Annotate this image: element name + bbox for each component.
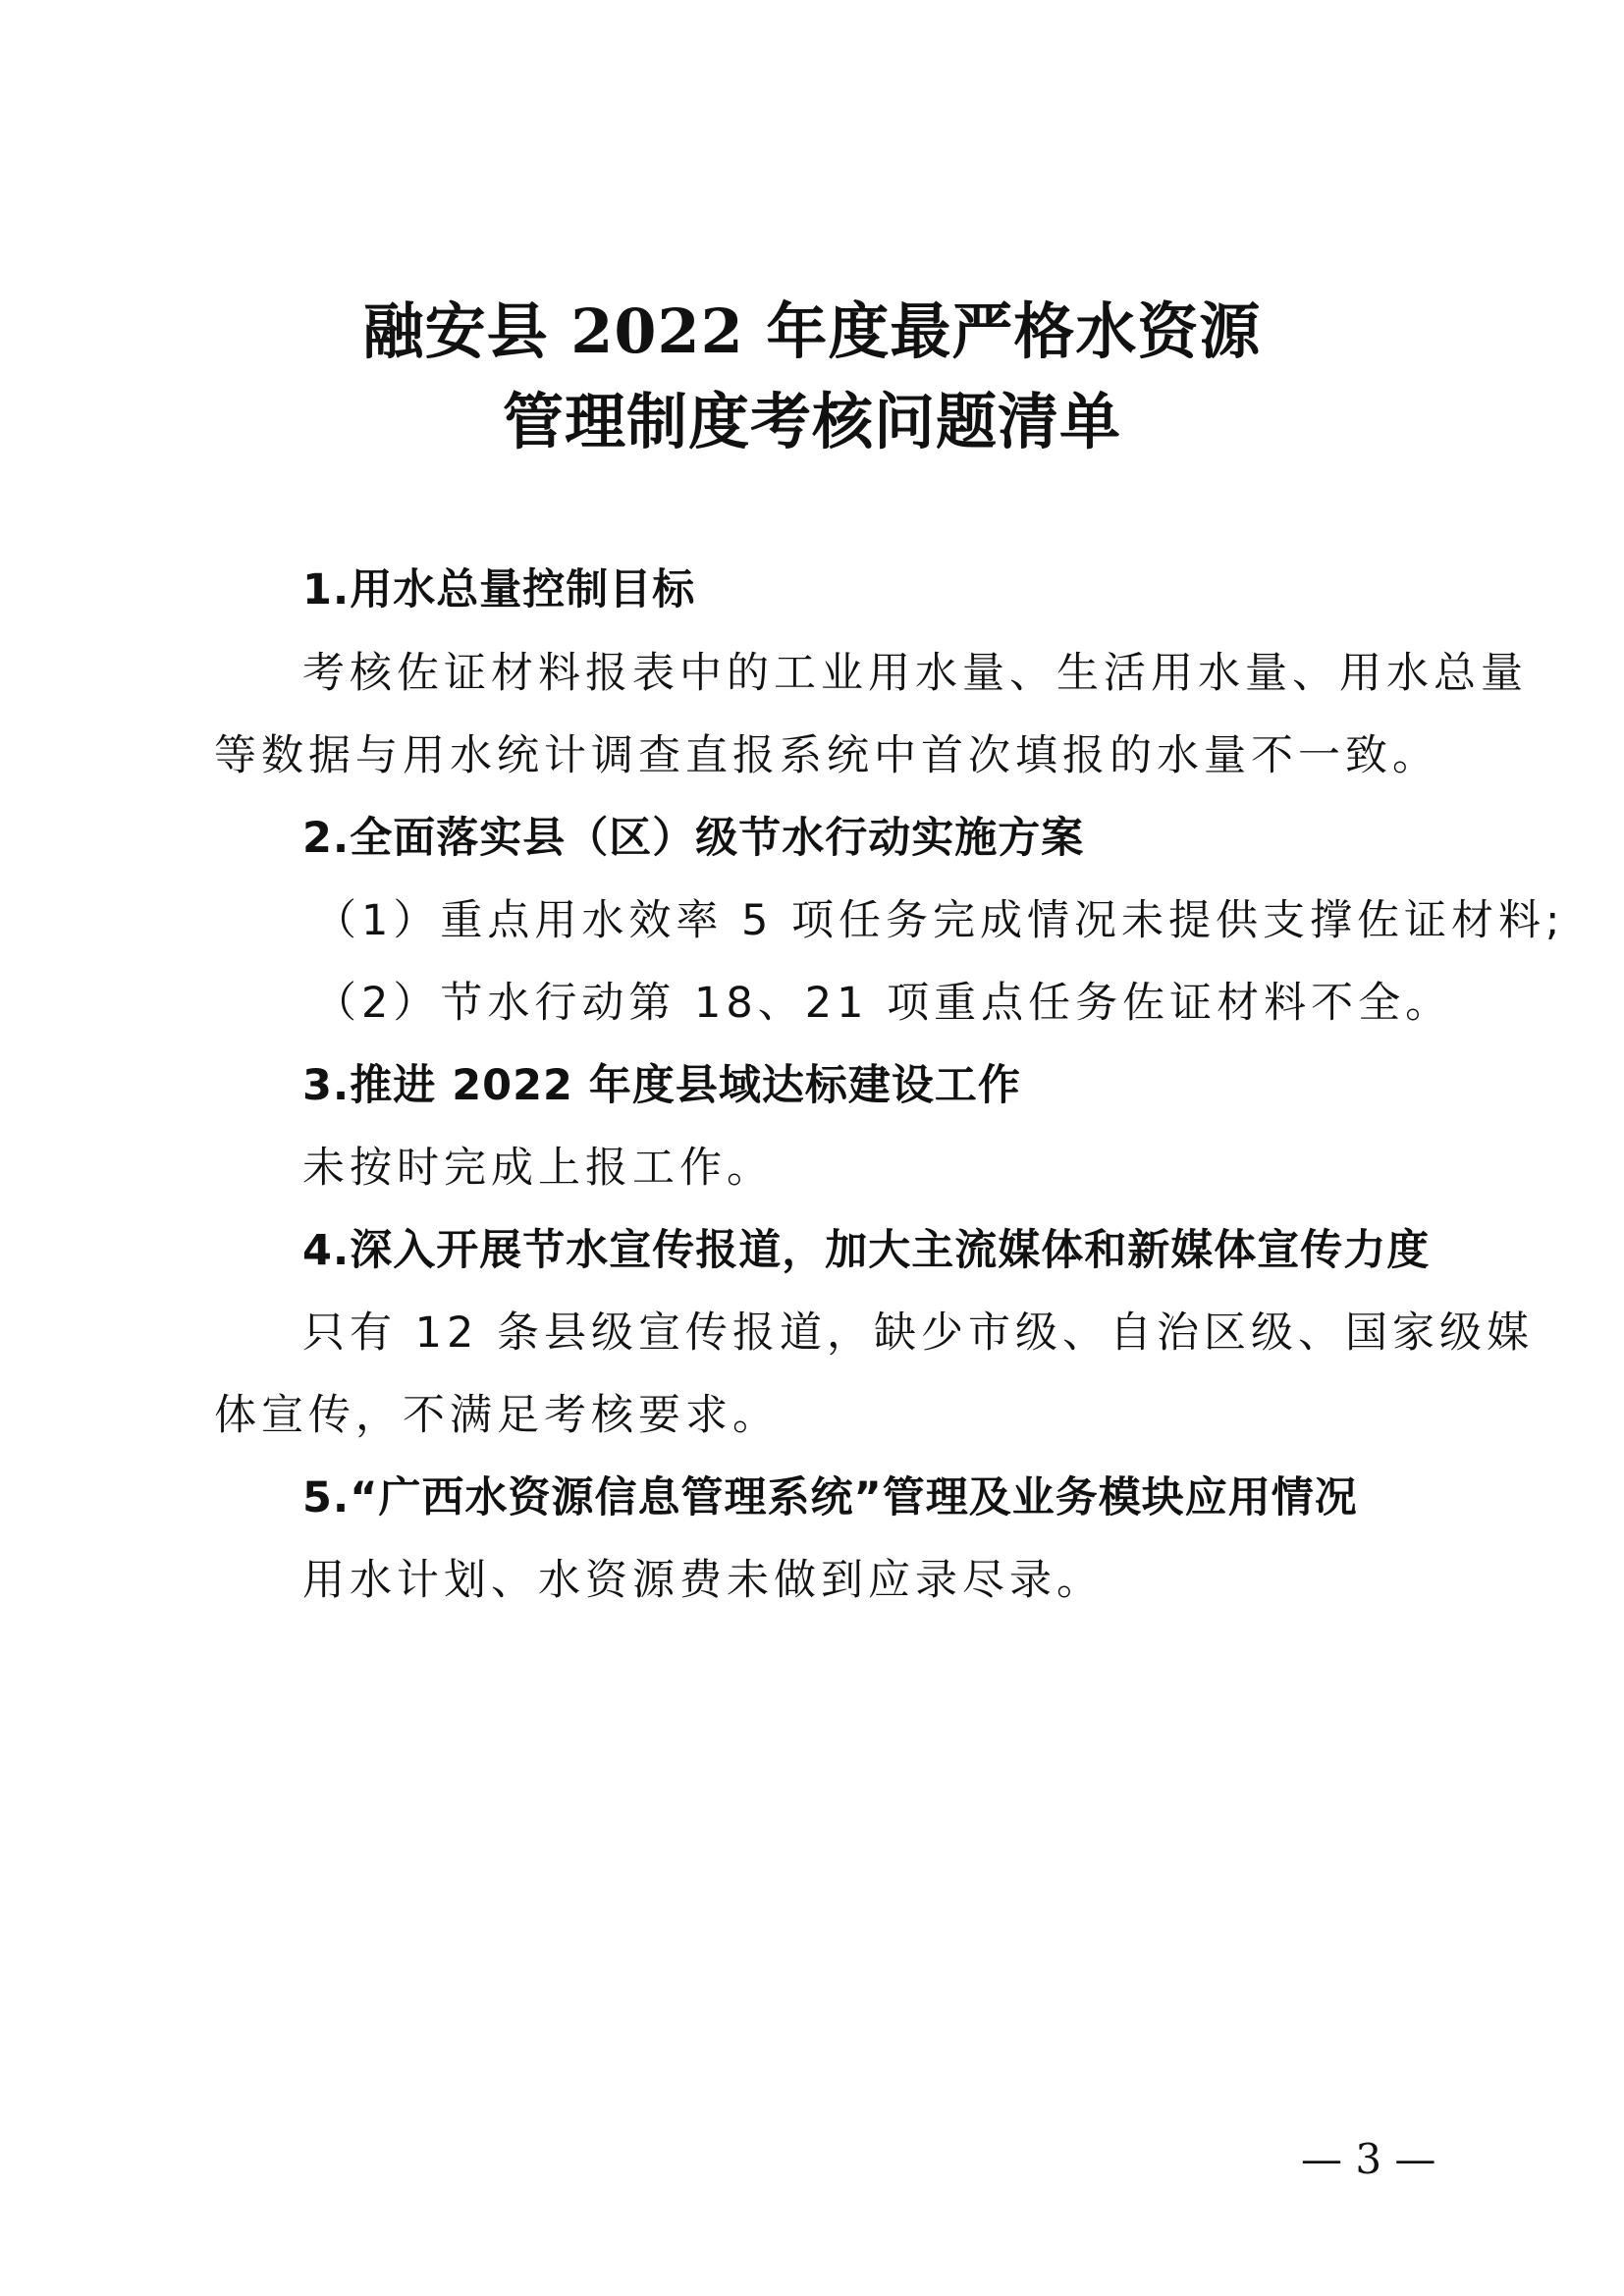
section-2-line-2: （2）节水行动第 18、21 项重点任务佐证材料不全。 [314, 979, 1453, 1028]
section-3-heading: 3.推进 2022 年度县域达标建设工作 [302, 1061, 1021, 1110]
document-title-line-1: 融安县 2022 年度最严格水资源 [362, 295, 1262, 367]
section-1-line-2: 等数据与用水统计调查直报系统中首次填报的水量不一致。 [214, 731, 1439, 780]
section-4-heading: 4.深入开展节水宣传报道，加大主流媒体和新媒体宣传力度 [302, 1226, 1431, 1275]
section-4-line-2: 体宣传，不满足考核要求。 [214, 1391, 780, 1440]
section-5-heading: 5.“广西水资源信息管理系统”管理及业务模块应用情况 [302, 1473, 1358, 1522]
section-3-line-1: 未按时完成上报工作。 [302, 1144, 774, 1193]
section-2-heading: 2.全面落实县（区）级节水行动实施方案 [302, 814, 1085, 863]
document-title-line-2: 管理制度考核问题清单 [502, 386, 1121, 457]
section-2-line-1: （1）重点用水效率 5 项任务完成情况未提供支撑佐证材料; [314, 896, 1565, 945]
section-1-heading: 1.用水总量控制目标 [302, 565, 696, 614]
section-1-line-1: 考核佐证材料报表中的工业用水量、生活用水量、用水总量 [302, 649, 1528, 698]
section-5-line-1: 用水计划、水资源费未做到应录尽录。 [302, 1556, 1104, 1605]
page-number: — 3 — [1301, 2135, 1436, 2183]
section-4-line-1: 只有 12 条县级宣传报道，缺少市级、自治区级、国家级媒 [302, 1308, 1535, 1358]
